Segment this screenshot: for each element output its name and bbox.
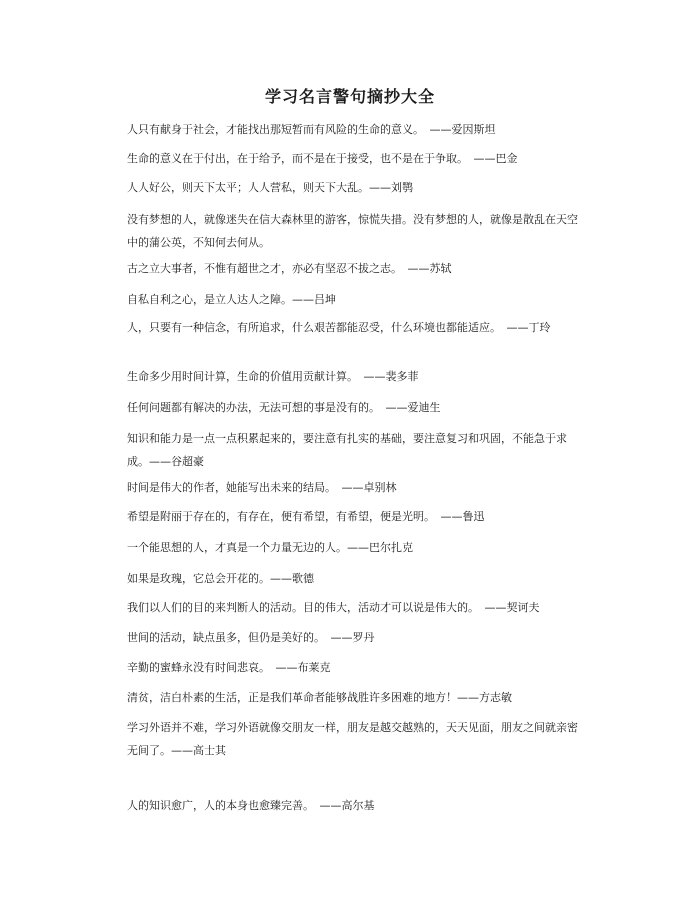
quote-paragraph: 没有梦想的人，就像迷失在信大森林里的游客，惊慌失措。没有梦想的人，就像是散乱在天空中的蒲公英，不知何去何从。 [127, 213, 578, 249]
quote-paragraph: 人，只要有一种信念，有所追求，什么艰苦都能忍受，什么环境也都能适应。 ——丁玲 [127, 321, 551, 334]
quote-paragraph: 希望是附丽于存在的，有存在，便有希望，有希望，便是光明。 ——鲁迅 [127, 510, 485, 523]
quote-paragraph: 清贫，洁白朴素的生活，正是我们革命者能够战胜许多困难的地方！——方志敏 [127, 691, 512, 704]
quote-paragraph: 任何问题都有解决的办法，无法可想的事是没有的。 ——爱迪生 [127, 401, 441, 414]
quote-paragraph: 如果是玫瑰，它总会开花的。——歌德 [127, 572, 314, 585]
quote-paragraph: 人只有献身于社会，才能找出那短暂而有风险的生命的意义。 ——爱因斯坦 [127, 123, 496, 136]
quote-paragraph: 生命的意义在于付出，在于给予，而不是在于接受，也不是在于争取。 ——巴金 [127, 152, 518, 165]
quote-paragraph: 辛勤的蜜蜂永没有时间悲哀。 ——布莱克 [127, 661, 331, 674]
quote-paragraph: 一个能思想的人，才真是一个力量无边的人。——巴尔扎克 [127, 541, 413, 554]
quote-paragraph: 古之立大事者，不惟有超世之才，亦必有坚忍不拔之志。 ——苏轼 [127, 262, 452, 275]
page-title: 学习名言警句摘抄大全 [264, 87, 435, 106]
quote-paragraph: 自私自利之心，是立人达人之障。——吕坤 [127, 293, 336, 306]
quote-paragraph: 人人好公，则天下太平；人人营私，则天下大乱。——刘鹗 [127, 181, 413, 194]
quote-paragraph: 学习外语并不难，学习外语就像交朋友一样，朋友是越交越熟的，天天见面，朋友之间就亲密无间了。——高士其 [127, 721, 578, 757]
quote-paragraph: 知识和能力是一点一点积累起来的，要注意有扎实的基础，要注意复习和巩固，不能急于求成。——谷超豪 [127, 432, 567, 468]
quote-paragraph: 人的知识愈广，人的本身也愈臻完善。 ——高尔基 [127, 799, 375, 812]
quote-paragraph: 我们以人们的目的来判断人的活动。目的伟大，活动才可以说是伟大的。 ——契诃夫 [127, 601, 540, 614]
quote-paragraph: 生命多少用时间计算，生命的价值用贡献计算。 ——裴多菲 [127, 370, 419, 383]
quote-paragraph: 世间的活动，缺点虽多，但仍是美好的。 ——罗丹 [127, 631, 375, 644]
quote-paragraph: 时间是伟大的作者，她能写出未来的结局。 ——卓别林 [127, 481, 397, 494]
